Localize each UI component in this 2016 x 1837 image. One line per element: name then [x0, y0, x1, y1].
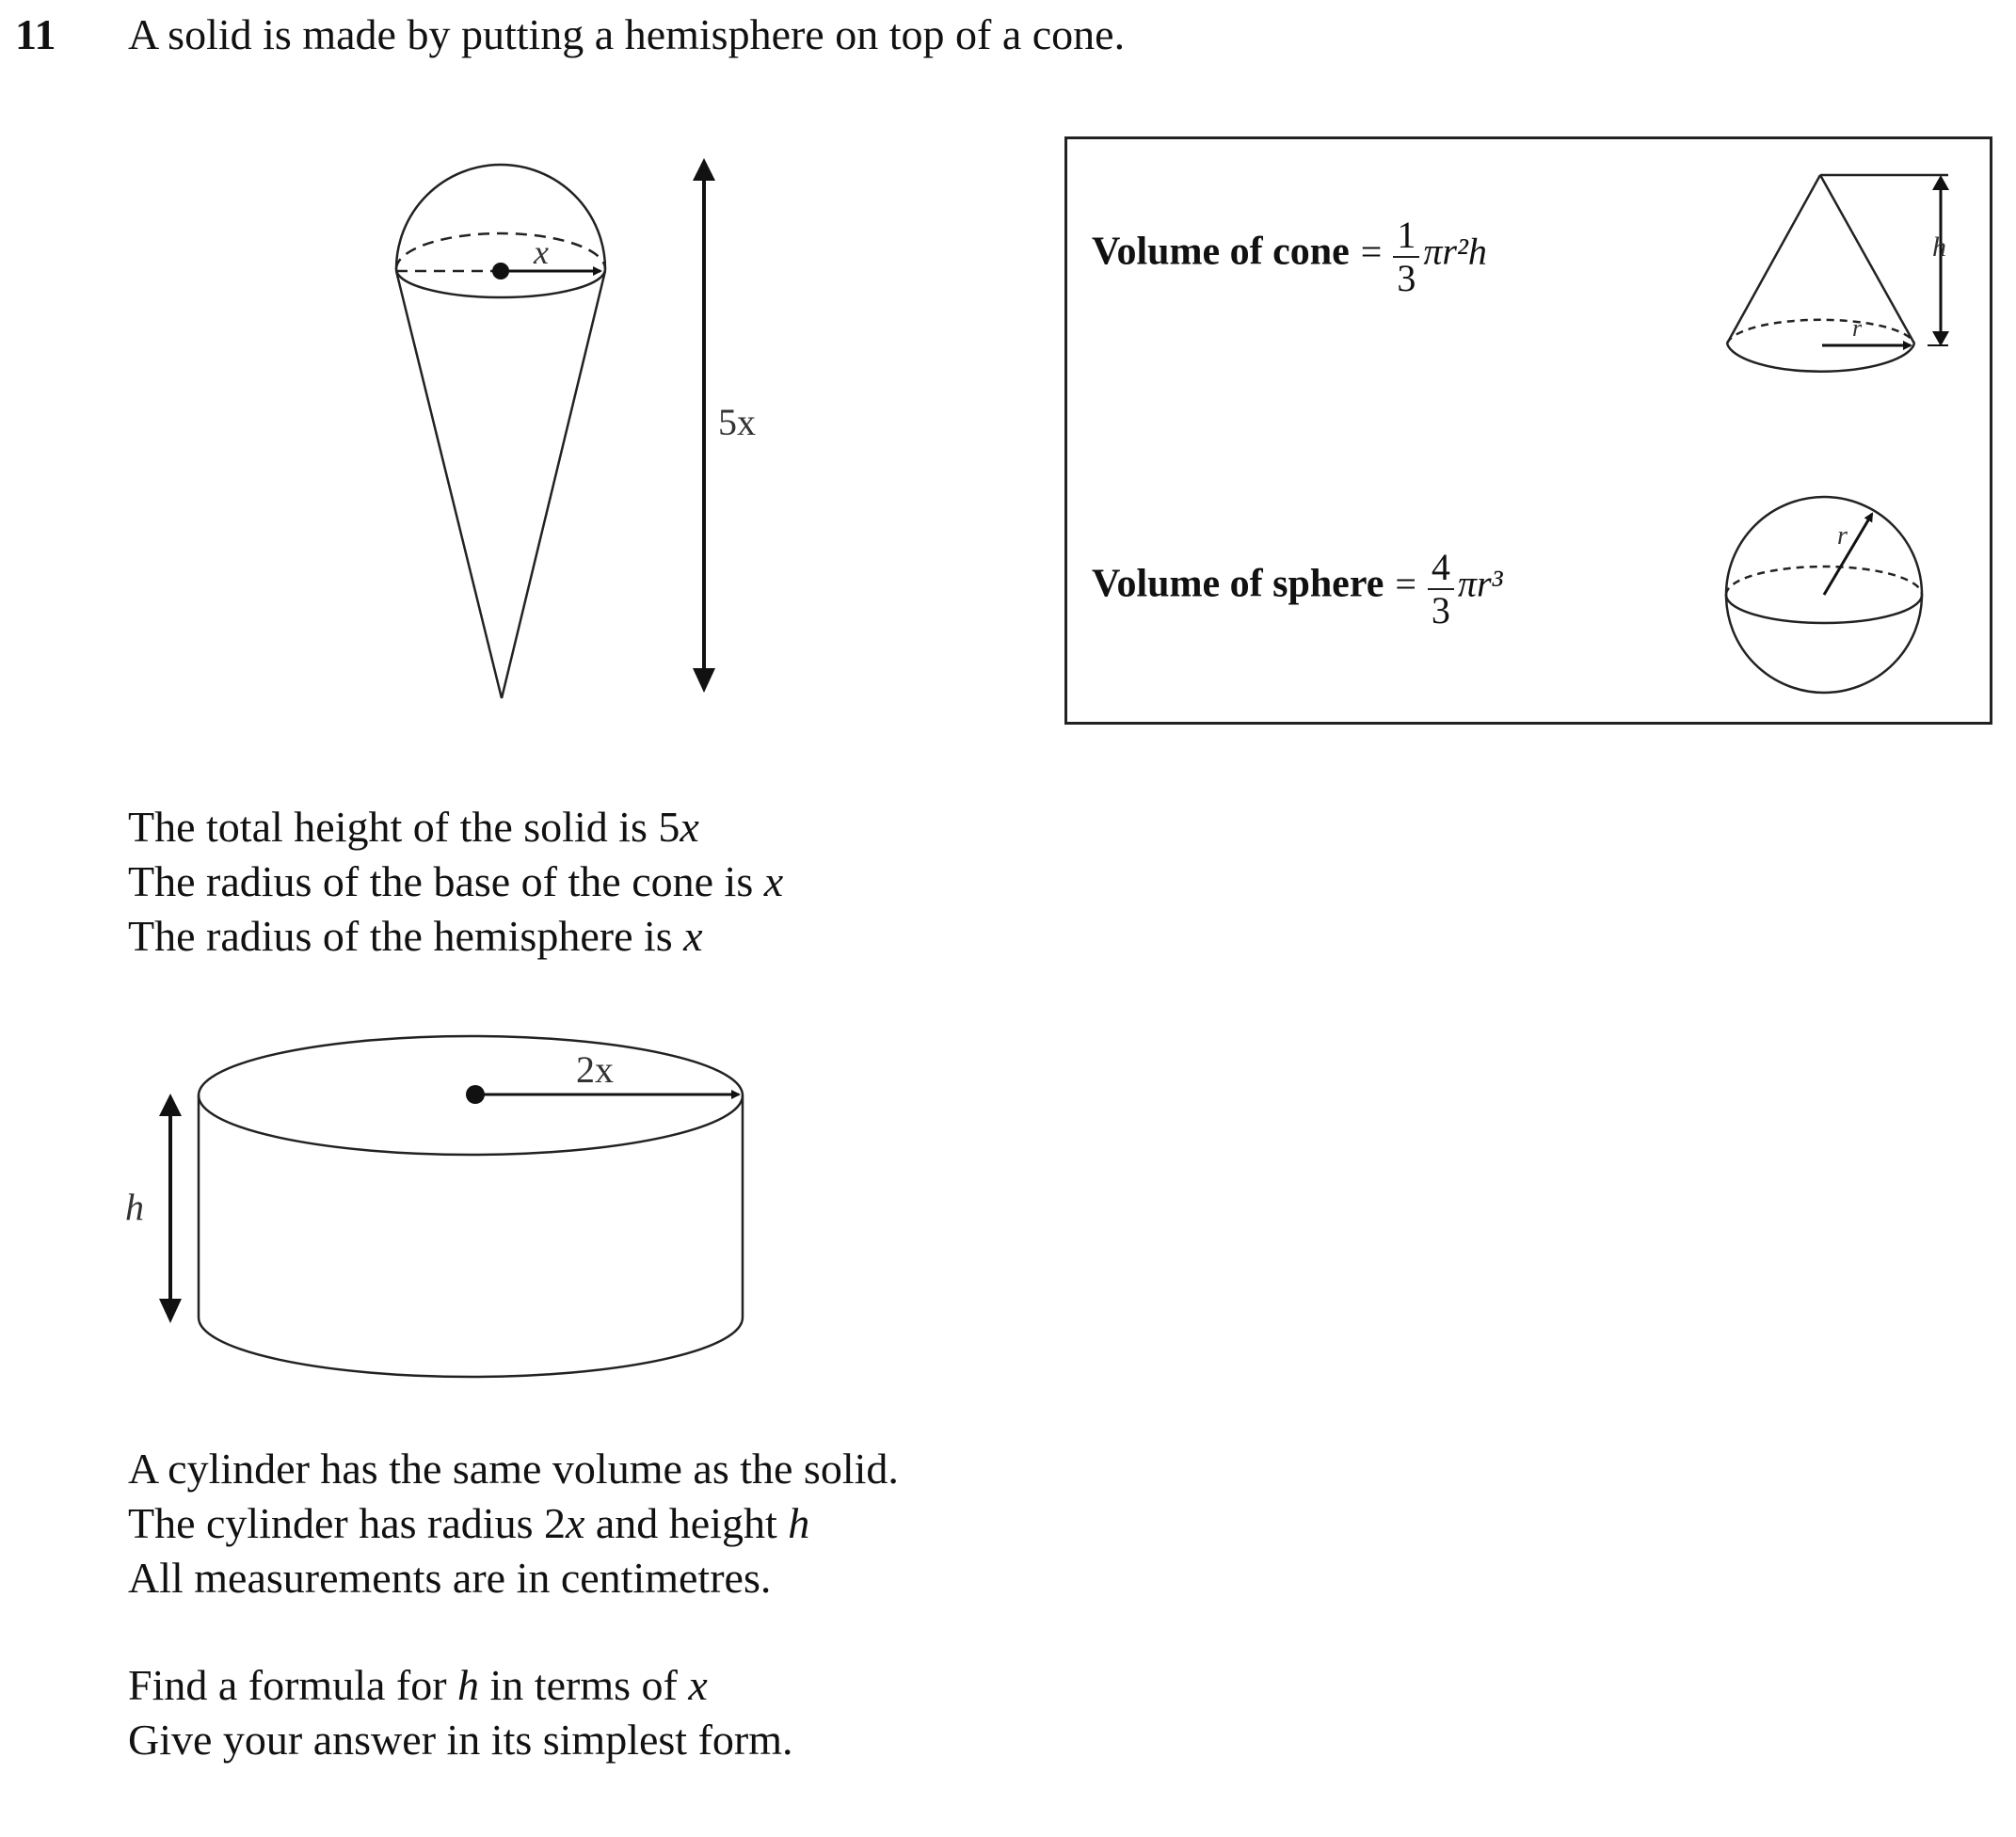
task-find-formula-mid: in terms of: [479, 1661, 689, 1709]
sphere-formula-label: Volume of sphere: [1092, 562, 1384, 606]
sphere-fraction-numerator: 4: [1428, 547, 1454, 590]
fact-hemisphere-radius: [128, 909, 783, 964]
cone-formula: [1092, 214, 1487, 303]
task-var-x: x: [688, 1661, 708, 1709]
small-cone-height-label: h: [1932, 232, 1946, 263]
cylinder-fact-dimensions: [128, 1496, 899, 1551]
solid-radius-label: x: [534, 233, 549, 271]
cylinder-fact-radius-var: x: [565, 1499, 585, 1547]
cylinder-fact-height-var: h: [788, 1499, 810, 1547]
cylinder-radius-label: 2x: [576, 1048, 614, 1091]
sphere-fraction: [1428, 547, 1454, 631]
solid-facts: [128, 800, 783, 964]
cone-fraction-numerator: 1: [1393, 215, 1419, 258]
cylinder-fact-dimensions-text: The cylinder has radius 2: [128, 1499, 566, 1547]
sphere-fraction-denominator: 3: [1431, 589, 1450, 631]
fact-cone-radius-var: x: [763, 857, 784, 905]
question-intro: A solid is made by putting a hemisphere on top of a cone.: [128, 10, 1126, 58]
height-arrow: [693, 158, 715, 693]
cone-right-side: [502, 271, 605, 698]
cone-fraction: [1393, 215, 1419, 299]
hemisphere-outline: [396, 165, 605, 269]
center-dot: [492, 263, 509, 280]
small-sphere-radius-label: r: [1837, 521, 1848, 551]
solid-figure: [396, 165, 605, 698]
fact-total-height-text: The total height of the solid is 5: [128, 803, 680, 851]
sphere-formula-rest: πr³: [1457, 562, 1503, 605]
question-number: 11: [15, 10, 56, 58]
solid-height-label: 5x: [718, 401, 756, 443]
fact-hemisphere-radius-var: x: [683, 912, 703, 960]
cone-left-side: [396, 271, 502, 698]
cone-formula-rest: πr²h: [1423, 230, 1487, 273]
fact-total-height: [128, 800, 783, 855]
task-var-h: h: [457, 1661, 480, 1709]
cone-formula-label: Volume of cone: [1092, 230, 1350, 274]
task-simplest-form: Give your answer in its simplest form.: [128, 1716, 793, 1764]
cylinder-facts: [128, 1442, 899, 1605]
cylinder-fact-volume: A cylinder has the same volume as the solid.: [128, 1445, 899, 1493]
fact-cone-radius-text: The radius of the base of the cone is: [128, 857, 764, 905]
cone-fraction-denominator: 3: [1397, 257, 1416, 299]
fact-hemisphere-radius-text: The radius of the hemisphere is: [128, 912, 684, 960]
cylinder-fact-units: All measurements are in centimetres.: [128, 1554, 772, 1602]
fact-cone-radius: [128, 855, 783, 909]
sphere-formula: [1092, 546, 1503, 635]
task-find-formula: [128, 1658, 793, 1713]
fact-total-height-var: x: [680, 803, 699, 851]
cone-equals: =: [1360, 230, 1383, 273]
cylinder-figure: [199, 1036, 743, 1377]
sphere-equals: =: [1395, 562, 1416, 605]
cylinder-fact-dimensions-mid: and height: [584, 1499, 789, 1547]
small-cone-radius-label: r: [1852, 314, 1863, 342]
cylinder-bottom: [199, 1318, 743, 1377]
cylinder-height-label: h: [125, 1186, 144, 1228]
task-find-formula-text: Find a formula for: [128, 1661, 458, 1709]
cylinder-height-arrow: [159, 1094, 182, 1323]
task: [128, 1658, 793, 1767]
